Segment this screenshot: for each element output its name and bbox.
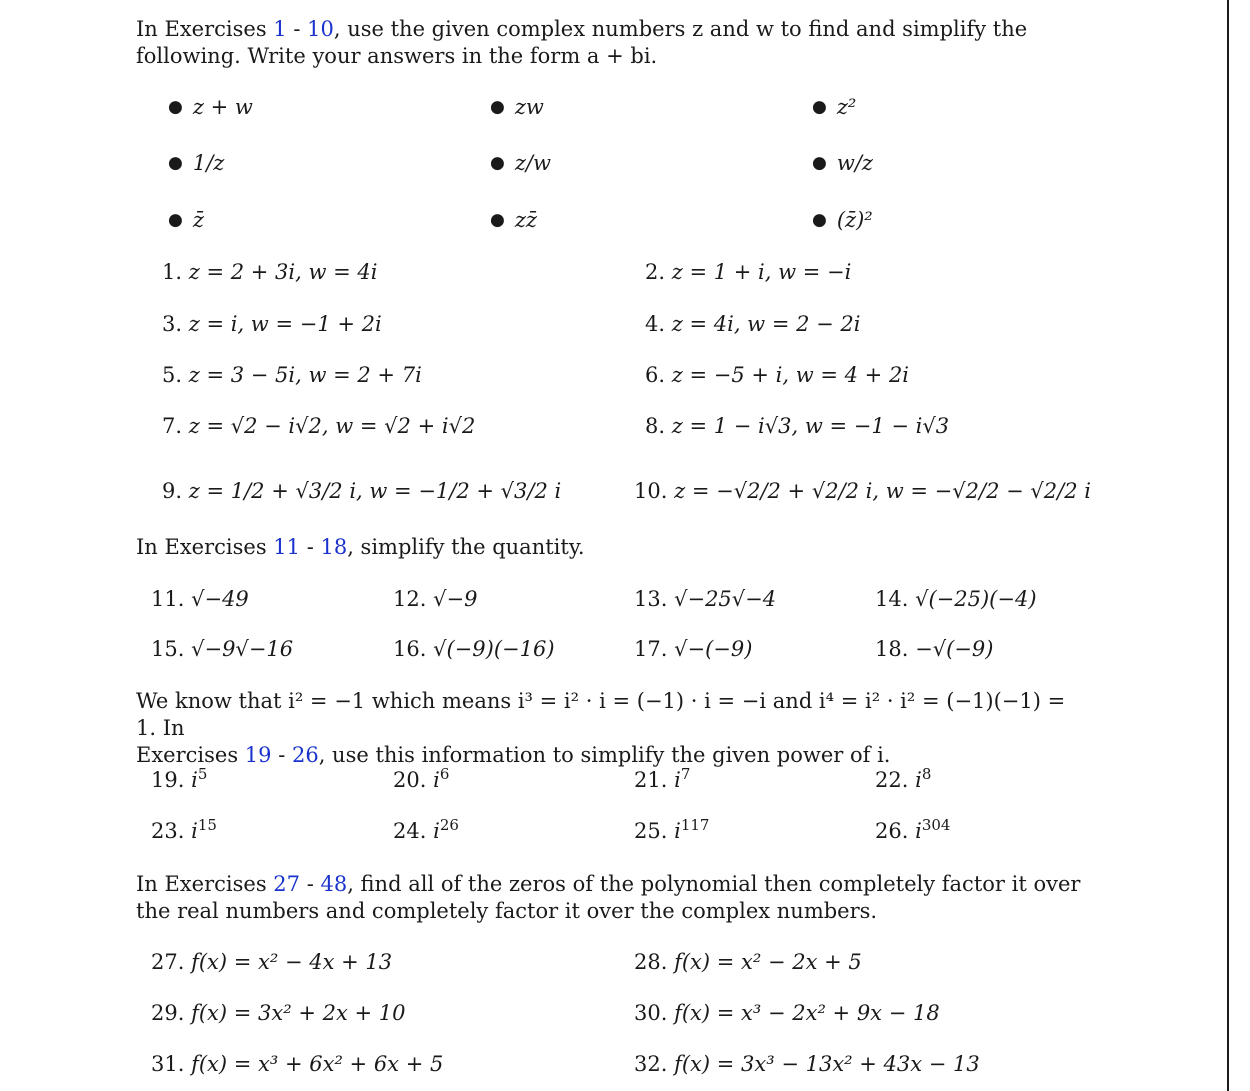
bullet-item: ● zz̄ [490, 208, 537, 232]
bullet-item: ● 1/z [168, 151, 225, 175]
exercise-item: 17. √−(−9) [634, 637, 753, 661]
exercise-item: 19. $i^5$ [151, 765, 208, 792]
bullet-item: ● z + w [168, 95, 253, 119]
exercise-item: 20. $i^6$ [393, 765, 450, 792]
exercise-item: 27. f(x) = x² − 4x + 13 [151, 950, 393, 974]
intro-text: , use the given complex numbers z and w to find and simplify the following. Write your answers in the form a + bi. [136, 17, 1028, 68]
exercise-item: 8. z = 1 − i√3, w = −1 − i√3 [645, 414, 950, 438]
exercise-link-10[interactable]: 10 [307, 17, 334, 41]
exercise-item: 4. z = 4i, w = 2 − 2i [645, 312, 861, 336]
exercise-item: 24. $i^{26}$ [393, 816, 459, 843]
exercise-item: 22. $i^8$ [875, 765, 932, 792]
intro-dash: - [286, 17, 308, 41]
exercise-item: 23. $i^{15}$ [151, 816, 217, 843]
intro-exercises-1-10 [136, 16, 1086, 70]
exercise-item: 5. z = 3 − 5i, w = 2 + 7i [162, 363, 422, 387]
exercise-item: 26. $i^{304}$ [875, 816, 951, 843]
intro-text: In Exercises [136, 17, 274, 41]
exercise-item: 28. f(x) = x² − 2x + 5 [634, 950, 862, 974]
intro-text: In Exercises [136, 535, 274, 559]
exercise-item: 10. z = −√2/2 + √2/2 i, w = −√2/2 − √2/2 i [634, 479, 1091, 503]
exercise-item: 29. f(x) = 3x² + 2x + 10 [151, 1001, 406, 1025]
bullet-item: ● zw [490, 95, 544, 119]
exercise-item: 9. z = 1/2 + √3/2 i, w = −1/2 + √3/2 i [162, 479, 562, 503]
exercise-item: 31. f(x) = x³ + 6x² + 6x + 5 [151, 1052, 444, 1076]
exercise-item: 3. z = i, w = −1 + 2i [162, 312, 382, 336]
intro-text: Exercises [136, 743, 245, 767]
exercise-item: 30. f(x) = x³ − 2x² + 9x − 18 [634, 1001, 940, 1025]
exercise-link-48[interactable]: 48 [320, 872, 348, 896]
bullet-item: ● z² [812, 95, 857, 119]
intro-dash: - [300, 872, 321, 896]
intro-dash: - [300, 535, 321, 559]
exercise-item: 6. z = −5 + i, w = 4 + 2i [645, 363, 910, 387]
exercise-item: 18. −√(−9) [875, 637, 994, 661]
exercise-item: 2. z = 1 + i, w = −i [645, 260, 852, 284]
intro-exercises-27-48 [136, 871, 1086, 925]
exercise-item: 32. f(x) = 3x³ − 13x² + 43x − 13 [634, 1052, 980, 1076]
intro-text: , use this information to simplify the given power of i. [318, 743, 891, 767]
bullet-item: ● w/z [812, 151, 873, 175]
exercise-item: 16. √(−9)(−16) [393, 637, 555, 661]
bullet-item: ● z/w [490, 151, 551, 175]
exercise-link-27[interactable]: 27 [273, 872, 301, 896]
exercise-item: 25. $i^{117}$ [634, 816, 710, 843]
exercise-item: 13. √−25√−4 [634, 587, 777, 611]
page-scrollbar[interactable] [1227, 0, 1229, 1091]
exercise-link-11[interactable]: 11 [273, 535, 301, 559]
exercise-link-26[interactable]: 26 [291, 743, 319, 767]
intro-exercises-11-18 [136, 534, 1086, 561]
intro-text: , find all of the zeros of the polynomial then completely factor it over the real numbers and completely factor it over the complex numbers. [136, 872, 1081, 923]
intro-text: We know that i² = −1 which means i³ = i² · i = (−1) · i = −i and i⁴ = i² · i² = (−1)(−1) = 1. In [136, 689, 1066, 740]
intro-exercises-19-26 [136, 688, 1086, 769]
exercise-item: 14. √(−25)(−4) [875, 587, 1037, 611]
exercise-item: 12. √−9 [393, 587, 478, 611]
intro-text: , simplify the quantity. [347, 535, 585, 559]
exercise-item: 15. √−9√−16 [151, 637, 294, 661]
intro-text: In Exercises [136, 872, 274, 896]
exercise-item: 21. $i^7$ [634, 765, 691, 792]
bullet-item: ● (z̄)² [812, 208, 873, 232]
exercise-link-1[interactable]: 1 [273, 17, 287, 41]
exercise-link-19[interactable]: 19 [244, 743, 272, 767]
intro-dash: - [271, 743, 292, 767]
exercise-item: 7. z = √2 − i√2, w = √2 + i√2 [162, 414, 476, 438]
exercise-item: 11. √−49 [151, 587, 249, 611]
exercise-link-18[interactable]: 18 [320, 535, 348, 559]
bullet-item: ● z̄ [168, 208, 204, 232]
exercise-item: 1. z = 2 + 3i, w = 4i [162, 260, 378, 284]
